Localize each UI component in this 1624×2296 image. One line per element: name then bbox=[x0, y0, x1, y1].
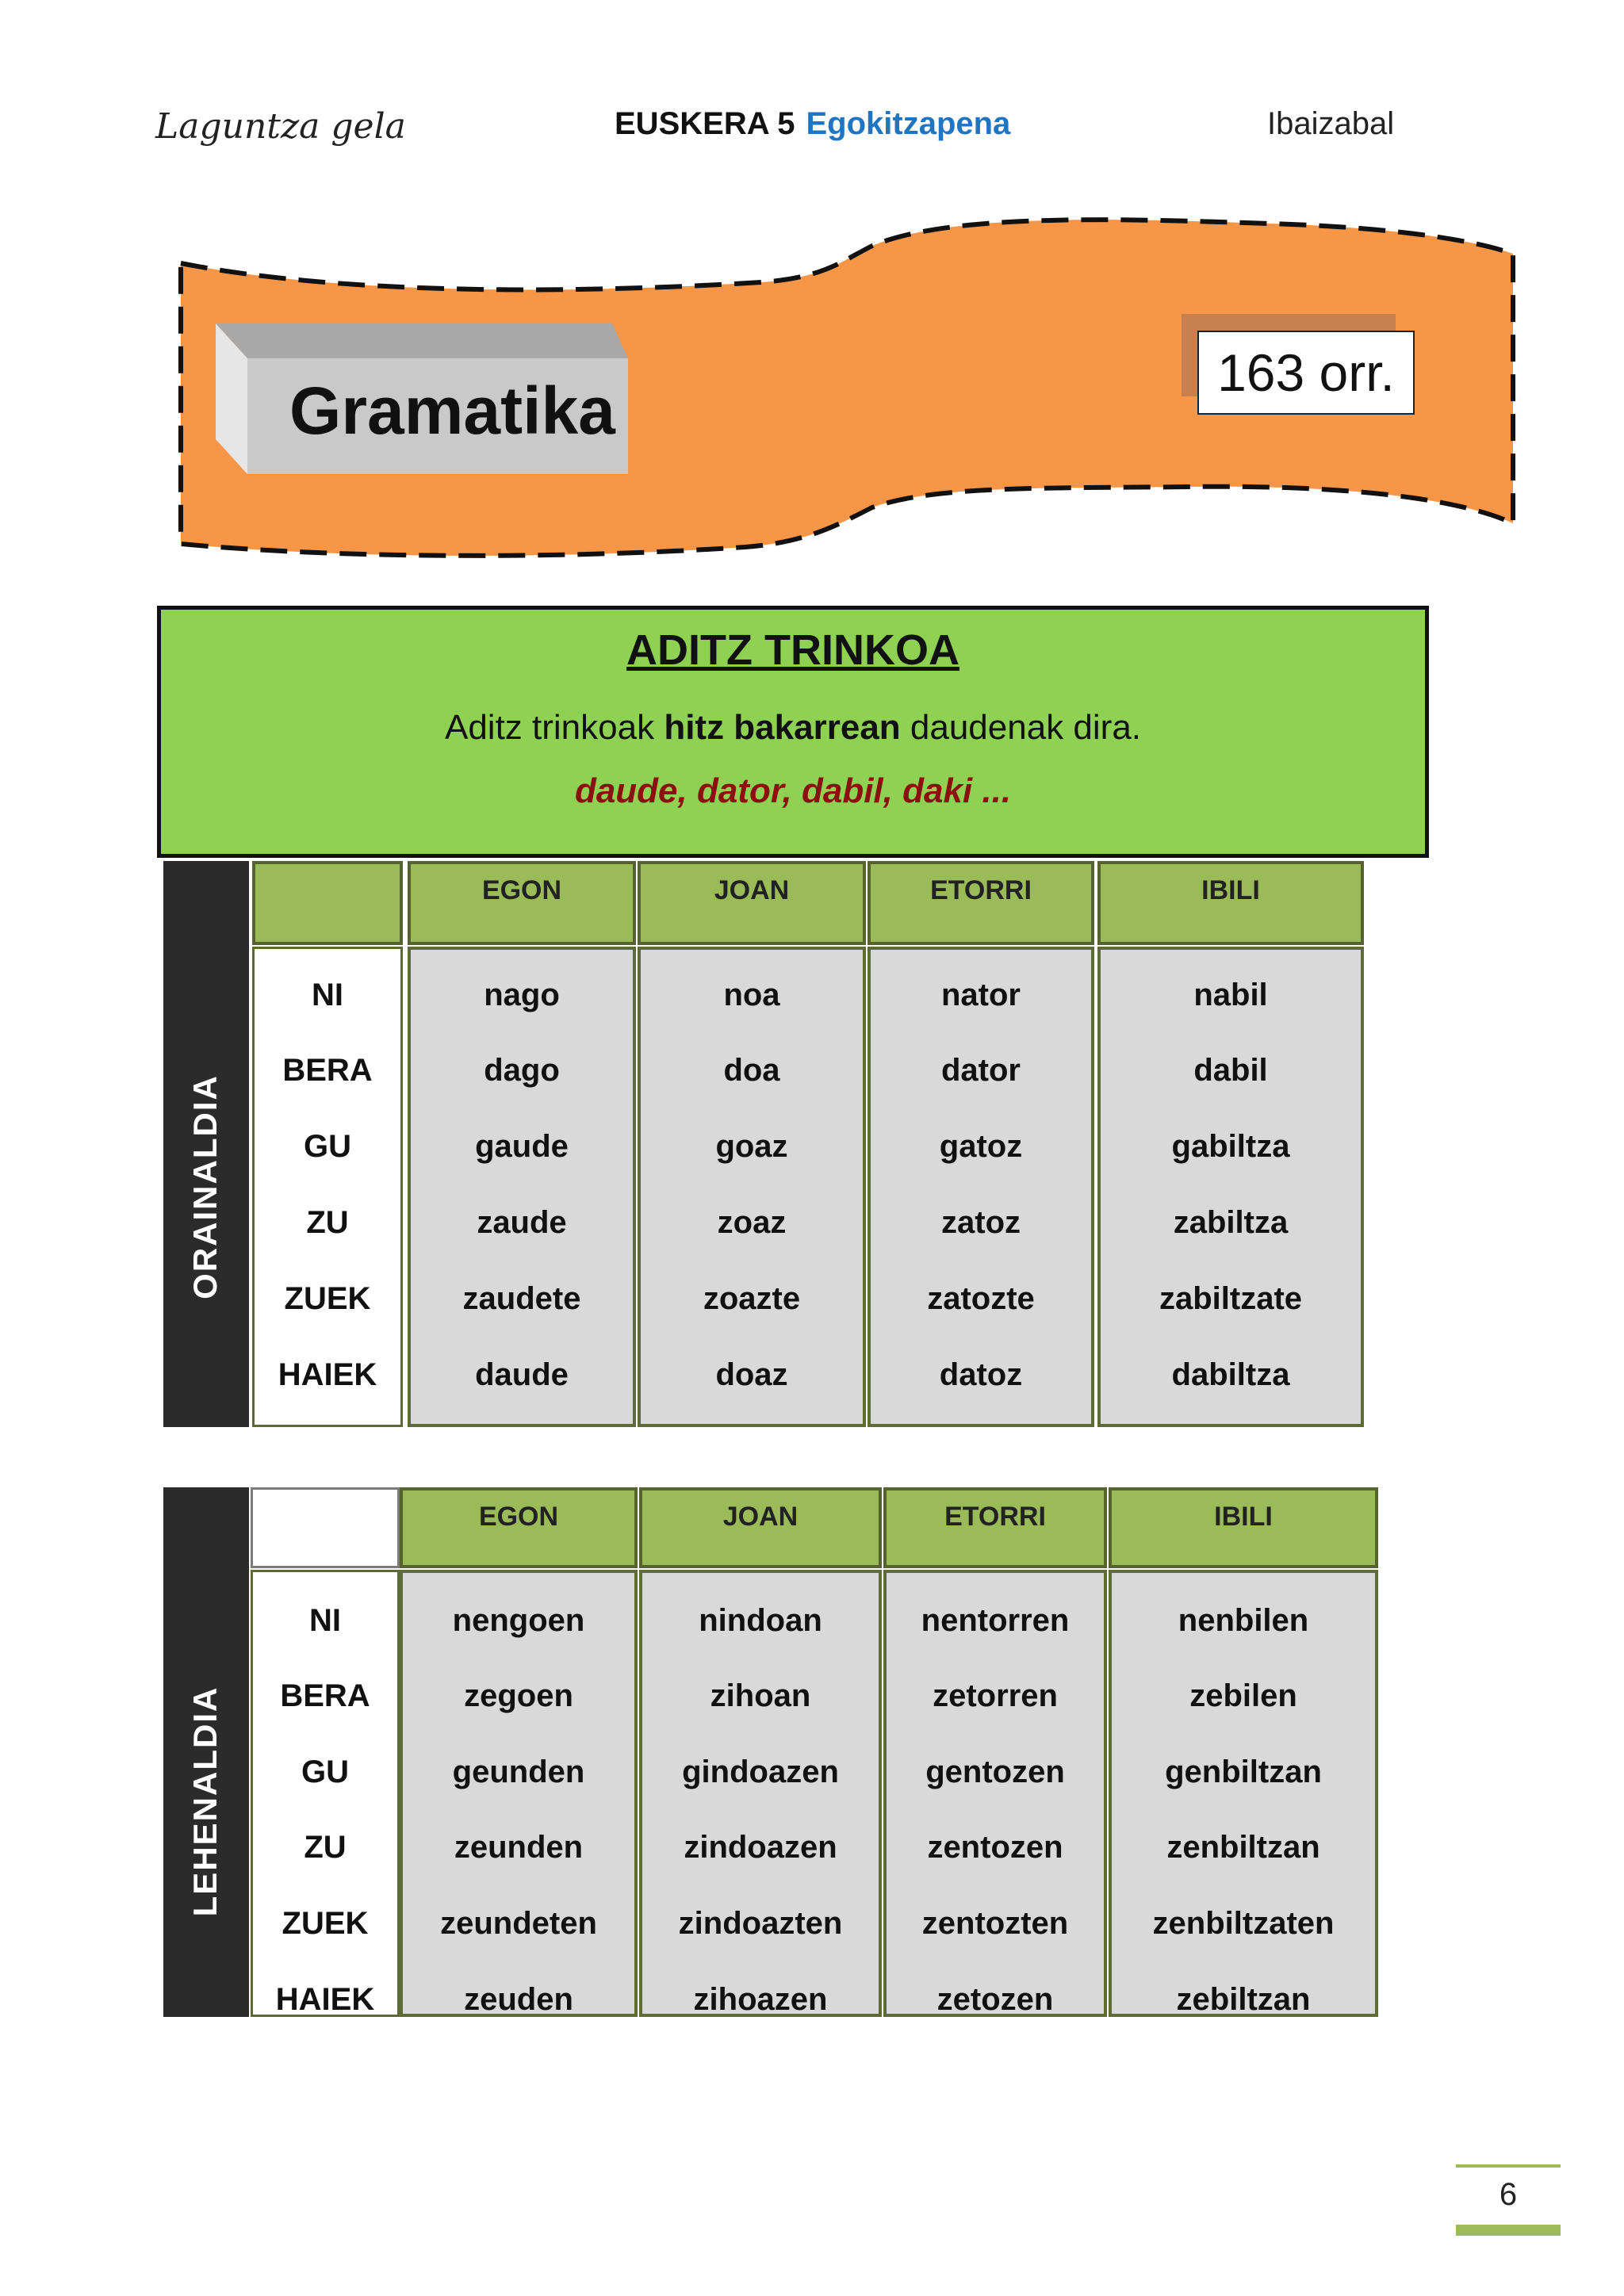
person-bera: BERA bbox=[282, 1053, 373, 1088]
verb-form: zentozen bbox=[927, 1830, 1063, 1865]
banner-title: Gramatika bbox=[289, 373, 615, 448]
verb-form: zatoz bbox=[941, 1205, 1021, 1240]
page-number: 6 bbox=[1499, 2177, 1518, 2212]
verb-header-egon: EGON bbox=[400, 1487, 638, 1568]
verb-form: zegoen bbox=[464, 1678, 573, 1713]
verb-form: gabiltza bbox=[1171, 1129, 1290, 1164]
verb-form: zeuden bbox=[464, 1982, 573, 2017]
person-zuek: ZUEK bbox=[284, 1281, 371, 1316]
verb-form: gindoazen bbox=[682, 1755, 839, 1789]
page-reference: 163 orr. bbox=[1197, 331, 1415, 415]
definition-text-end: daudenak dira. bbox=[900, 708, 1142, 747]
verb-form: doaz bbox=[715, 1357, 788, 1392]
verb-form: doa bbox=[723, 1053, 780, 1088]
header-corner bbox=[251, 1487, 400, 1568]
verb-form: dabiltza bbox=[1171, 1357, 1290, 1392]
verb-form: zatozte bbox=[927, 1281, 1035, 1316]
person-ni: NI bbox=[309, 1603, 341, 1638]
verb-form: zindoazen bbox=[684, 1830, 837, 1865]
header-corner bbox=[252, 861, 403, 945]
verb-form: zaudete bbox=[462, 1281, 581, 1316]
verb-form: dabil bbox=[1193, 1053, 1268, 1088]
person-zuek: ZUEK bbox=[282, 1906, 369, 1941]
verb-form: zaude bbox=[477, 1205, 567, 1240]
verb-header-joan: JOAN bbox=[638, 861, 866, 945]
verb-form: goaz bbox=[715, 1129, 788, 1164]
header-accent: Egokitzapena bbox=[806, 106, 1011, 141]
header-subject: EUSKERA 5 bbox=[615, 106, 795, 141]
person-bera: BERA bbox=[280, 1678, 370, 1713]
header-left: Laguntza gela bbox=[155, 106, 406, 147]
verb-form: genbiltzan bbox=[1165, 1755, 1322, 1789]
verb-form: zebilen bbox=[1189, 1678, 1297, 1713]
verb-form: gatoz bbox=[939, 1129, 1023, 1164]
verb-column-etorri bbox=[868, 947, 1094, 1427]
verb-form: nator bbox=[941, 978, 1021, 1012]
verb-form: zabiltzate bbox=[1159, 1281, 1303, 1316]
verb-form: zetorren bbox=[933, 1678, 1058, 1713]
verb-form: zentozten bbox=[921, 1906, 1069, 1941]
header-right: Ibaizabal bbox=[1267, 106, 1395, 141]
verb-form: zihoazen bbox=[693, 1982, 828, 2017]
verb-form: nengoen bbox=[452, 1603, 585, 1638]
verb-header-etorri: ETORRI bbox=[868, 861, 1094, 945]
tense-label: ORAINALDIA bbox=[186, 1074, 224, 1299]
verb-form: geunden bbox=[452, 1755, 585, 1789]
page-number-rule-top bbox=[1456, 2164, 1561, 2168]
person-zu: ZU bbox=[306, 1205, 349, 1240]
definition-text-start: Aditz trinkoak bbox=[444, 708, 665, 747]
verb-form: zeundeten bbox=[440, 1906, 597, 1941]
verb-form: zenbiltzaten bbox=[1152, 1906, 1335, 1941]
verb-form: zenbiltzan bbox=[1166, 1830, 1320, 1865]
verb-column-ibili bbox=[1097, 947, 1364, 1427]
person-column bbox=[252, 947, 403, 1427]
verb-header-ibili: IBILI bbox=[1097, 861, 1364, 945]
verb-column-joan bbox=[638, 947, 866, 1427]
person-gu: GU bbox=[304, 1129, 351, 1164]
verb-form: nago bbox=[484, 978, 560, 1012]
verb-form: nindoan bbox=[699, 1603, 822, 1638]
person-gu: GU bbox=[301, 1755, 349, 1789]
verb-form: datoz bbox=[939, 1357, 1023, 1392]
definition-text-bold: hitz bakarrean bbox=[664, 708, 901, 747]
verb-form: noa bbox=[723, 978, 780, 1012]
verb-form: zeunden bbox=[454, 1830, 584, 1865]
person-zu: ZU bbox=[304, 1830, 347, 1865]
verb-form: daude bbox=[475, 1357, 569, 1392]
banner-shape bbox=[0, 0, 1624, 603]
verb-form: gaude bbox=[475, 1129, 569, 1164]
person-ni: NI bbox=[312, 978, 343, 1012]
verb-form: zetozen bbox=[936, 1982, 1054, 2017]
verb-form: zabiltza bbox=[1173, 1205, 1289, 1240]
verb-header-etorri: ETORRI bbox=[883, 1487, 1107, 1568]
verb-form: nabil bbox=[1193, 978, 1268, 1012]
verb-form: dator bbox=[941, 1053, 1021, 1088]
person-haiek: HAIEK bbox=[278, 1357, 377, 1392]
page-number-rule-bottom bbox=[1456, 2225, 1561, 2236]
verb-form: zebiltzan bbox=[1176, 1982, 1311, 2017]
verb-form: gentozen bbox=[925, 1755, 1065, 1789]
verb-form: zoaz bbox=[717, 1205, 787, 1240]
definition-title: ADITZ TRINKOA bbox=[626, 626, 959, 674]
verb-form: nentorren bbox=[921, 1603, 1070, 1638]
verb-header-ibili: IBILI bbox=[1109, 1487, 1378, 1568]
person-haiek: HAIEK bbox=[275, 1982, 375, 2017]
verb-form: dago bbox=[484, 1053, 560, 1088]
verb-column-egon bbox=[408, 947, 636, 1427]
definition-examples: daude, dator, dabil, daki ... bbox=[574, 771, 1012, 810]
verb-header-joan: JOAN bbox=[639, 1487, 882, 1568]
verb-header-egon: EGON bbox=[408, 861, 636, 945]
definition-text bbox=[161, 708, 1425, 748]
verb-form: zoazte bbox=[703, 1281, 801, 1316]
verb-form: nenbilen bbox=[1178, 1603, 1309, 1638]
definition-box bbox=[157, 606, 1429, 858]
tense-label: LEHENALDIA bbox=[186, 1686, 224, 1917]
verb-form: zihoan bbox=[710, 1678, 811, 1713]
verb-form: zindoazten bbox=[678, 1906, 843, 1941]
